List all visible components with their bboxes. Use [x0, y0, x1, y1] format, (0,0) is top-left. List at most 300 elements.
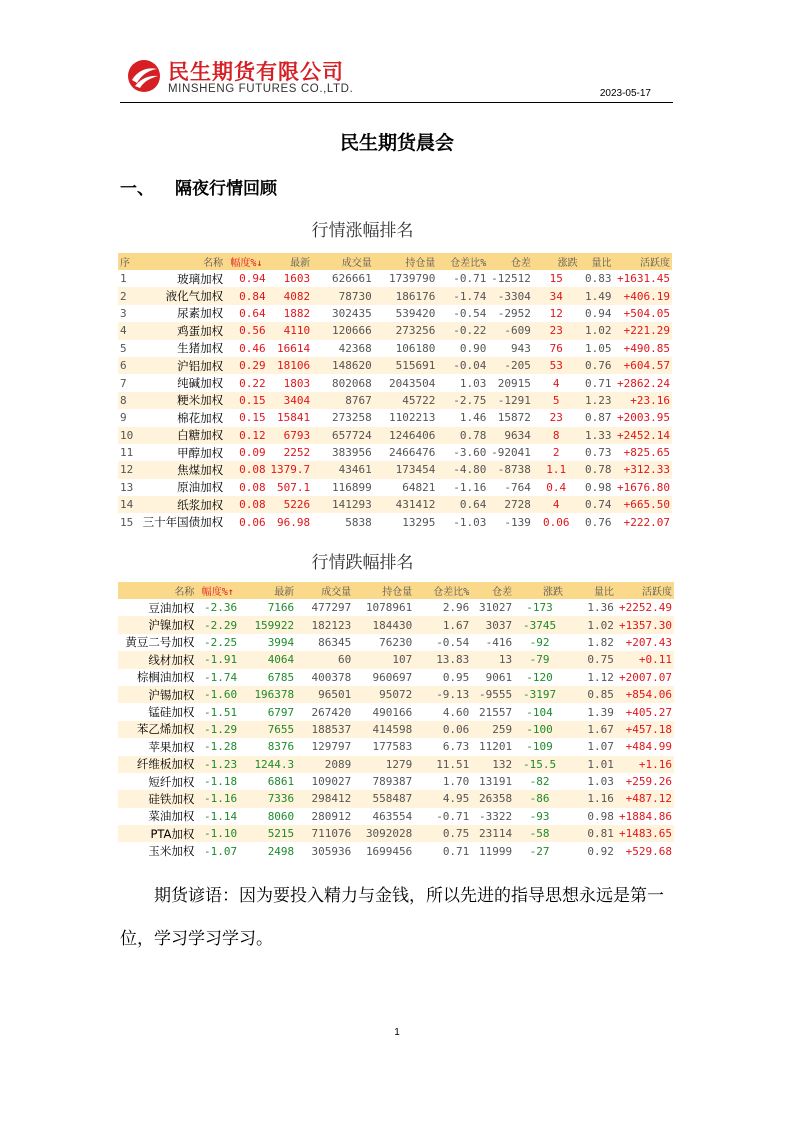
table-cell: +1631.45	[617, 272, 670, 286]
table-row	[118, 634, 674, 651]
table-cell: 305936	[311, 844, 352, 858]
table-cell: 0.87	[585, 411, 612, 425]
table-cell: -9555	[471, 686, 514, 703]
table-cell: +504.05	[623, 306, 670, 320]
table-row	[118, 305, 672, 322]
table-cell: 259	[471, 721, 514, 738]
table-cell: 0.08	[225, 496, 267, 513]
table-cell: 4064	[239, 651, 296, 668]
table-cell: 沪锡加权	[118, 686, 196, 703]
table-cell: 1246406	[374, 427, 438, 444]
table-cell: 5	[120, 341, 127, 355]
table-cell: 6785	[267, 670, 295, 684]
table-cell: -0.71	[453, 272, 487, 286]
table-cell: 507.1	[277, 480, 311, 494]
table-cell: -0.54	[436, 635, 470, 649]
table-cell: 15	[120, 515, 134, 529]
column-header: 最新	[268, 253, 313, 270]
table-cell: 78730	[312, 287, 374, 304]
table-cell: +2003.95	[617, 411, 670, 425]
table-row	[118, 479, 672, 496]
table-cell: 7	[120, 376, 127, 390]
table-cell: 1.1	[533, 461, 580, 478]
table-cell: -82	[529, 775, 550, 789]
table-cell: 0.92	[587, 844, 614, 858]
table-cell: 1279	[353, 756, 414, 773]
column-header: 仓差	[471, 582, 514, 599]
table-cell: 477297	[311, 601, 352, 615]
table-row	[118, 599, 674, 616]
table-cell: 1.36	[587, 601, 614, 615]
table-cell: 1.46	[459, 411, 487, 425]
table-cell: 132	[471, 756, 514, 773]
table-row	[118, 686, 674, 703]
table-cell: 4110	[268, 322, 313, 339]
table-cell: 黄豆二号加权	[125, 635, 195, 650]
table-row	[118, 808, 674, 825]
table-cell: -173	[526, 601, 553, 615]
table-cell: +529.68	[625, 844, 672, 858]
table-cell: -1.16	[196, 790, 239, 807]
gain-table-caption: 行情涨幅排名	[311, 221, 414, 241]
table-cell: 0.08	[225, 461, 267, 478]
table-row	[118, 703, 674, 720]
table-cell: -1.16	[453, 480, 487, 494]
table-cell: 纯碱加权	[177, 376, 224, 391]
table-cell: 3	[120, 306, 127, 320]
table-cell: 159922	[239, 616, 296, 633]
table-cell: 4082	[268, 287, 313, 304]
table-cell: -1291	[488, 392, 533, 409]
table-cell: -1.74	[437, 287, 488, 304]
table-cell: 2089	[296, 756, 353, 773]
table-cell: 2	[118, 287, 134, 304]
column-header: 最新	[239, 582, 296, 599]
table-cell: 2043504	[389, 376, 436, 390]
table-row	[118, 842, 674, 859]
table-cell: 9061	[485, 670, 513, 684]
loss-table-header-row	[118, 582, 674, 599]
table-cell: -1.18	[204, 775, 238, 789]
table-cell: 1.03	[459, 376, 487, 390]
table-cell: 1.67	[565, 721, 616, 738]
table-cell: 0.98	[585, 480, 612, 494]
table-cell: 23	[533, 322, 580, 339]
table-cell: 8	[118, 392, 134, 409]
table-cell: 414598	[353, 721, 414, 738]
table-cell: +259.26	[625, 775, 672, 789]
table-cell: -0.22	[437, 322, 488, 339]
table-cell: 400378	[311, 670, 352, 684]
table-cell: 液化气加权	[134, 287, 225, 304]
table-cell: 4	[533, 496, 580, 513]
table-cell: 1.01	[565, 756, 616, 773]
table-cell: 1244.3	[239, 756, 296, 773]
table-cell: 鸡蛋加权	[134, 322, 225, 339]
table-cell: 96501	[296, 686, 353, 703]
table-cell: 生猪加权	[177, 341, 224, 356]
table-cell: 26358	[471, 790, 514, 807]
table-cell: 13295	[402, 515, 436, 529]
table-cell: +665.50	[614, 496, 672, 513]
page-header	[120, 52, 673, 103]
table-cell: 515691	[374, 357, 438, 374]
table-cell: 8060	[267, 809, 295, 823]
table-cell: 1.49	[580, 287, 614, 304]
column-header: 序	[118, 253, 134, 270]
table-cell: -139	[504, 515, 531, 529]
table-cell: 1.02	[580, 322, 614, 339]
table-cell: 苯乙烯加权	[118, 721, 196, 738]
table-cell: 0.90	[459, 341, 487, 355]
table-cell: 沪镍加权	[118, 616, 196, 633]
table-cell: 0.46	[239, 341, 266, 355]
table-cell: 64821	[402, 480, 436, 494]
table-cell: 4	[118, 322, 134, 339]
table-cell: 0.98	[587, 809, 614, 823]
table-cell: 0.29	[225, 357, 267, 374]
table-cell: 0.94	[585, 306, 612, 320]
table-cell: 107	[353, 651, 414, 668]
table-cell: 短纤加权	[148, 774, 195, 789]
table-cell: 硅铁加权	[118, 790, 196, 807]
table-cell: 2498	[267, 844, 295, 858]
table-cell: 5838	[345, 515, 372, 529]
table-cell: 431412	[374, 496, 438, 513]
column-header: 幅度%↑	[196, 582, 239, 599]
table-cell: +0.11	[616, 651, 674, 668]
table-cell: -79	[514, 651, 565, 668]
table-cell: -1.10	[196, 825, 239, 842]
table-cell: +1884.86	[619, 809, 672, 823]
table-cell: 302435	[331, 306, 372, 320]
column-header: 持仓量	[353, 582, 414, 599]
table-cell: 1739790	[389, 272, 436, 286]
table-cell: 0.64	[239, 306, 266, 320]
table-cell: 10	[118, 427, 134, 444]
table-cell: 棉花加权	[177, 410, 224, 425]
table-cell: -4.80	[437, 461, 488, 478]
table-cell: 1603	[283, 272, 311, 286]
table-row	[118, 392, 672, 409]
table-cell: 0.74	[580, 496, 614, 513]
table-cell: 53	[533, 357, 580, 374]
table-cell: 5	[533, 392, 580, 409]
table-cell: +406.19	[614, 287, 672, 304]
table-cell: 23	[549, 411, 563, 425]
table-cell: 109027	[311, 775, 352, 789]
table-cell: 三十年国债加权	[142, 515, 224, 530]
table-cell: 141293	[312, 496, 374, 513]
table-cell: -1.07	[204, 844, 238, 858]
table-cell: 23114	[471, 825, 514, 842]
table-cell: 0.75	[565, 651, 616, 668]
table-cell: +1483.65	[616, 825, 674, 842]
table-cell: +2252.49	[619, 601, 672, 615]
table-cell: 菜油加权	[148, 809, 195, 824]
table-cell: 1.16	[565, 790, 616, 807]
table-cell: 甲醇加权	[177, 445, 224, 460]
column-header: 成交量	[312, 253, 374, 270]
table-cell: 0.73	[585, 446, 612, 460]
table-cell: 186176	[374, 287, 438, 304]
table-cell: -120	[526, 670, 553, 684]
table-cell: +2452.14	[614, 427, 672, 444]
table-cell: 42368	[338, 341, 372, 355]
section-number: 一、	[120, 179, 154, 199]
table-cell: -1.28	[204, 740, 238, 754]
table-cell: 106180	[395, 341, 436, 355]
table-cell: 0.4	[546, 480, 567, 494]
table-row	[118, 374, 672, 391]
table-cell: 31027	[478, 601, 513, 615]
table-cell: 6	[118, 357, 134, 374]
column-header: 名称	[118, 582, 196, 599]
table-cell: 0.06	[542, 515, 570, 529]
column-header: 涨跌	[514, 582, 565, 599]
table-cell: +405.27	[625, 705, 672, 719]
table-cell: -1.29	[196, 721, 239, 738]
column-header: 量比	[580, 253, 614, 270]
table-cell: 1.07	[587, 740, 614, 754]
table-cell: -3745	[514, 616, 565, 633]
table-cell: 0.06	[414, 721, 471, 738]
table-cell: 0.83	[585, 272, 612, 286]
table-cell: 15872	[497, 411, 531, 425]
table-cell: +604.57	[614, 357, 672, 374]
table-cell: +1676.80	[617, 480, 670, 494]
table-cell: 1.05	[585, 341, 612, 355]
table-cell: +854.06	[616, 686, 674, 703]
table-cell: 12	[549, 306, 563, 320]
table-cell: +221.29	[614, 322, 672, 339]
table-cell: 8376	[267, 740, 295, 754]
column-header: 幅度%↓	[225, 253, 267, 270]
table-row	[118, 427, 672, 444]
table-cell: 182123	[296, 616, 353, 633]
column-header: 仓差	[488, 253, 533, 270]
table-cell: +487.12	[616, 790, 674, 807]
gain-table-header-row	[118, 253, 672, 270]
table-cell: 490166	[372, 705, 413, 719]
table-cell: 129797	[311, 740, 352, 754]
table-cell: +312.33	[614, 461, 672, 478]
table-cell: 558487	[353, 790, 414, 807]
table-cell: 16614	[277, 341, 311, 355]
table-cell: 锰硅加权	[148, 705, 195, 720]
table-row	[118, 773, 674, 790]
table-cell: 尿素加权	[177, 306, 224, 321]
table-cell: 1102213	[389, 411, 436, 425]
column-header: 名称	[134, 253, 225, 270]
table-cell: 棕榈油加权	[136, 670, 195, 685]
table-cell: 626661	[331, 272, 372, 286]
table-row	[118, 790, 674, 807]
table-cell: 纤维板加权	[118, 756, 196, 773]
table-cell: 0.78	[580, 461, 614, 478]
table-cell: -27	[529, 844, 550, 858]
table-cell: 玉米加权	[148, 844, 195, 859]
table-cell: 2252	[283, 446, 311, 460]
table-cell: 0.15	[239, 411, 266, 425]
table-cell: 白糖加权	[134, 427, 225, 444]
table-cell: 116899	[331, 480, 372, 494]
table-cell: -3.60	[453, 446, 487, 460]
loss-ranking-table	[118, 582, 674, 860]
table-cell: 4.60	[442, 705, 470, 719]
table-cell: 95072	[353, 686, 414, 703]
table-cell: 18106	[268, 357, 313, 374]
table-cell: -104	[526, 705, 553, 719]
table-cell: 4.95	[414, 790, 471, 807]
table-cell: 0.08	[239, 480, 266, 494]
table-cell: 0.06	[239, 515, 266, 529]
table-cell: +457.18	[616, 721, 674, 738]
table-cell: 4	[552, 376, 560, 390]
table-cell: 9634	[488, 427, 533, 444]
table-cell: 0.71	[442, 844, 470, 858]
table-cell: 273256	[374, 322, 438, 339]
table-cell: 177583	[372, 740, 413, 754]
table-row	[118, 496, 672, 513]
table-cell: -109	[526, 740, 553, 754]
table-cell: -1.60	[196, 686, 239, 703]
table-cell: -9.13	[414, 686, 471, 703]
table-cell: 273258	[331, 411, 372, 425]
table-cell: 1.33	[580, 427, 614, 444]
table-cell: -609	[488, 322, 533, 339]
table-row	[118, 287, 672, 304]
table-cell: 原油加权	[177, 480, 224, 495]
report-date: 2023-05-17	[599, 88, 651, 99]
table-cell: -2.36	[204, 601, 238, 615]
column-header: 成交量	[296, 582, 353, 599]
table-row	[118, 340, 672, 357]
table-cell: 184430	[353, 616, 414, 633]
table-row	[118, 444, 672, 461]
table-cell: 0.22	[239, 376, 266, 390]
table-cell: -1.91	[196, 651, 239, 668]
table-cell: 11999	[478, 844, 513, 858]
column-header: 量比	[565, 582, 616, 599]
table-row	[118, 513, 672, 530]
table-cell: 657724	[312, 427, 374, 444]
table-cell: -1.74	[204, 670, 238, 684]
section-heading	[120, 174, 277, 199]
table-row	[118, 721, 674, 738]
table-cell: 6793	[268, 427, 313, 444]
table-cell: 13191	[478, 775, 513, 789]
table-cell: 15	[549, 272, 563, 286]
table-cell: 196378	[239, 686, 296, 703]
table-cell: -3322	[478, 809, 513, 823]
table-cell: -93	[529, 809, 550, 823]
table-cell: 267420	[311, 705, 352, 719]
company-name-cn: 民生期货有限公司	[168, 60, 344, 84]
table-cell: 沪铝加权	[134, 357, 225, 374]
table-cell: -12512	[491, 272, 531, 286]
table-cell: 120666	[312, 322, 374, 339]
table-cell: 76230	[379, 635, 413, 649]
table-row	[118, 270, 672, 287]
table-cell: +222.07	[623, 515, 670, 529]
table-cell: -1.23	[196, 756, 239, 773]
table-cell: -3304	[488, 287, 533, 304]
table-cell: 20915	[497, 376, 531, 390]
loss-table-caption: 行情跌幅排名	[311, 553, 414, 573]
table-cell: 0.64	[437, 496, 488, 513]
table-cell: -0.54	[453, 306, 487, 320]
table-cell: 9	[120, 411, 127, 425]
column-header: 活跃度	[616, 582, 674, 599]
table-cell: 5215	[239, 825, 296, 842]
table-row	[118, 669, 674, 686]
table-cell: -2.25	[204, 635, 238, 649]
minsheng-logo-icon	[126, 58, 162, 94]
table-cell: 2.96	[442, 601, 470, 615]
table-cell: 96.98	[277, 515, 311, 529]
table-row	[118, 357, 672, 374]
section-title: 隔夜行情回顾	[175, 179, 277, 199]
column-header: 仓差比%	[414, 582, 471, 599]
table-cell: 13.83	[414, 651, 471, 668]
table-cell: 苹果加权	[148, 739, 195, 754]
company-name-en: MINSHENG FUTURES CO.,LTD.	[168, 83, 354, 95]
table-cell: 1803	[283, 376, 311, 390]
table-cell: -2.75	[437, 392, 488, 409]
table-cell: 0.76	[580, 357, 614, 374]
table-cell: 789387	[372, 775, 413, 789]
table-cell: 45722	[374, 392, 438, 409]
table-cell: 0.76	[585, 515, 612, 529]
table-cell: 13	[471, 651, 514, 668]
table-cell: 0.12	[225, 427, 267, 444]
table-cell: 1.03	[587, 775, 614, 789]
table-row	[118, 738, 674, 755]
table-cell: 43461	[312, 461, 374, 478]
table-cell: 802068	[331, 376, 372, 390]
table-cell: 0.94	[239, 272, 266, 286]
table-cell: 1699456	[365, 844, 413, 858]
table-cell: 6797	[267, 705, 295, 719]
table-cell: +207.43	[625, 635, 672, 649]
table-cell: 线材加权	[118, 651, 196, 668]
table-cell: -15.5	[514, 756, 565, 773]
table-cell: +23.16	[614, 392, 672, 409]
table-cell: 1	[120, 272, 127, 286]
table-cell: 3994	[267, 635, 295, 649]
table-cell: 1.67	[414, 616, 471, 633]
table-cell: +490.85	[623, 341, 670, 355]
table-cell: 玻璃加权	[177, 271, 224, 286]
futures-proverb: 期货谚语：因为要投入精力与金钱，所以先进的指导思想永远是第一位，学习学习学习。	[120, 886, 664, 949]
table-cell: -1.51	[204, 705, 238, 719]
table-cell: -92	[529, 635, 550, 649]
table-cell: 943	[511, 341, 531, 355]
table-cell: 12	[118, 461, 134, 478]
table-cell: 7336	[239, 790, 296, 807]
table-cell: -764	[504, 480, 531, 494]
table-cell: 0.71	[585, 376, 612, 390]
table-row	[118, 409, 672, 426]
table-cell: 7655	[239, 721, 296, 738]
table-row	[118, 461, 672, 478]
table-cell: +825.65	[623, 446, 670, 460]
table-cell: 14	[118, 496, 134, 513]
table-cell: 0.95	[442, 670, 470, 684]
table-cell: 960697	[372, 670, 413, 684]
table-cell: 11.51	[414, 756, 471, 773]
